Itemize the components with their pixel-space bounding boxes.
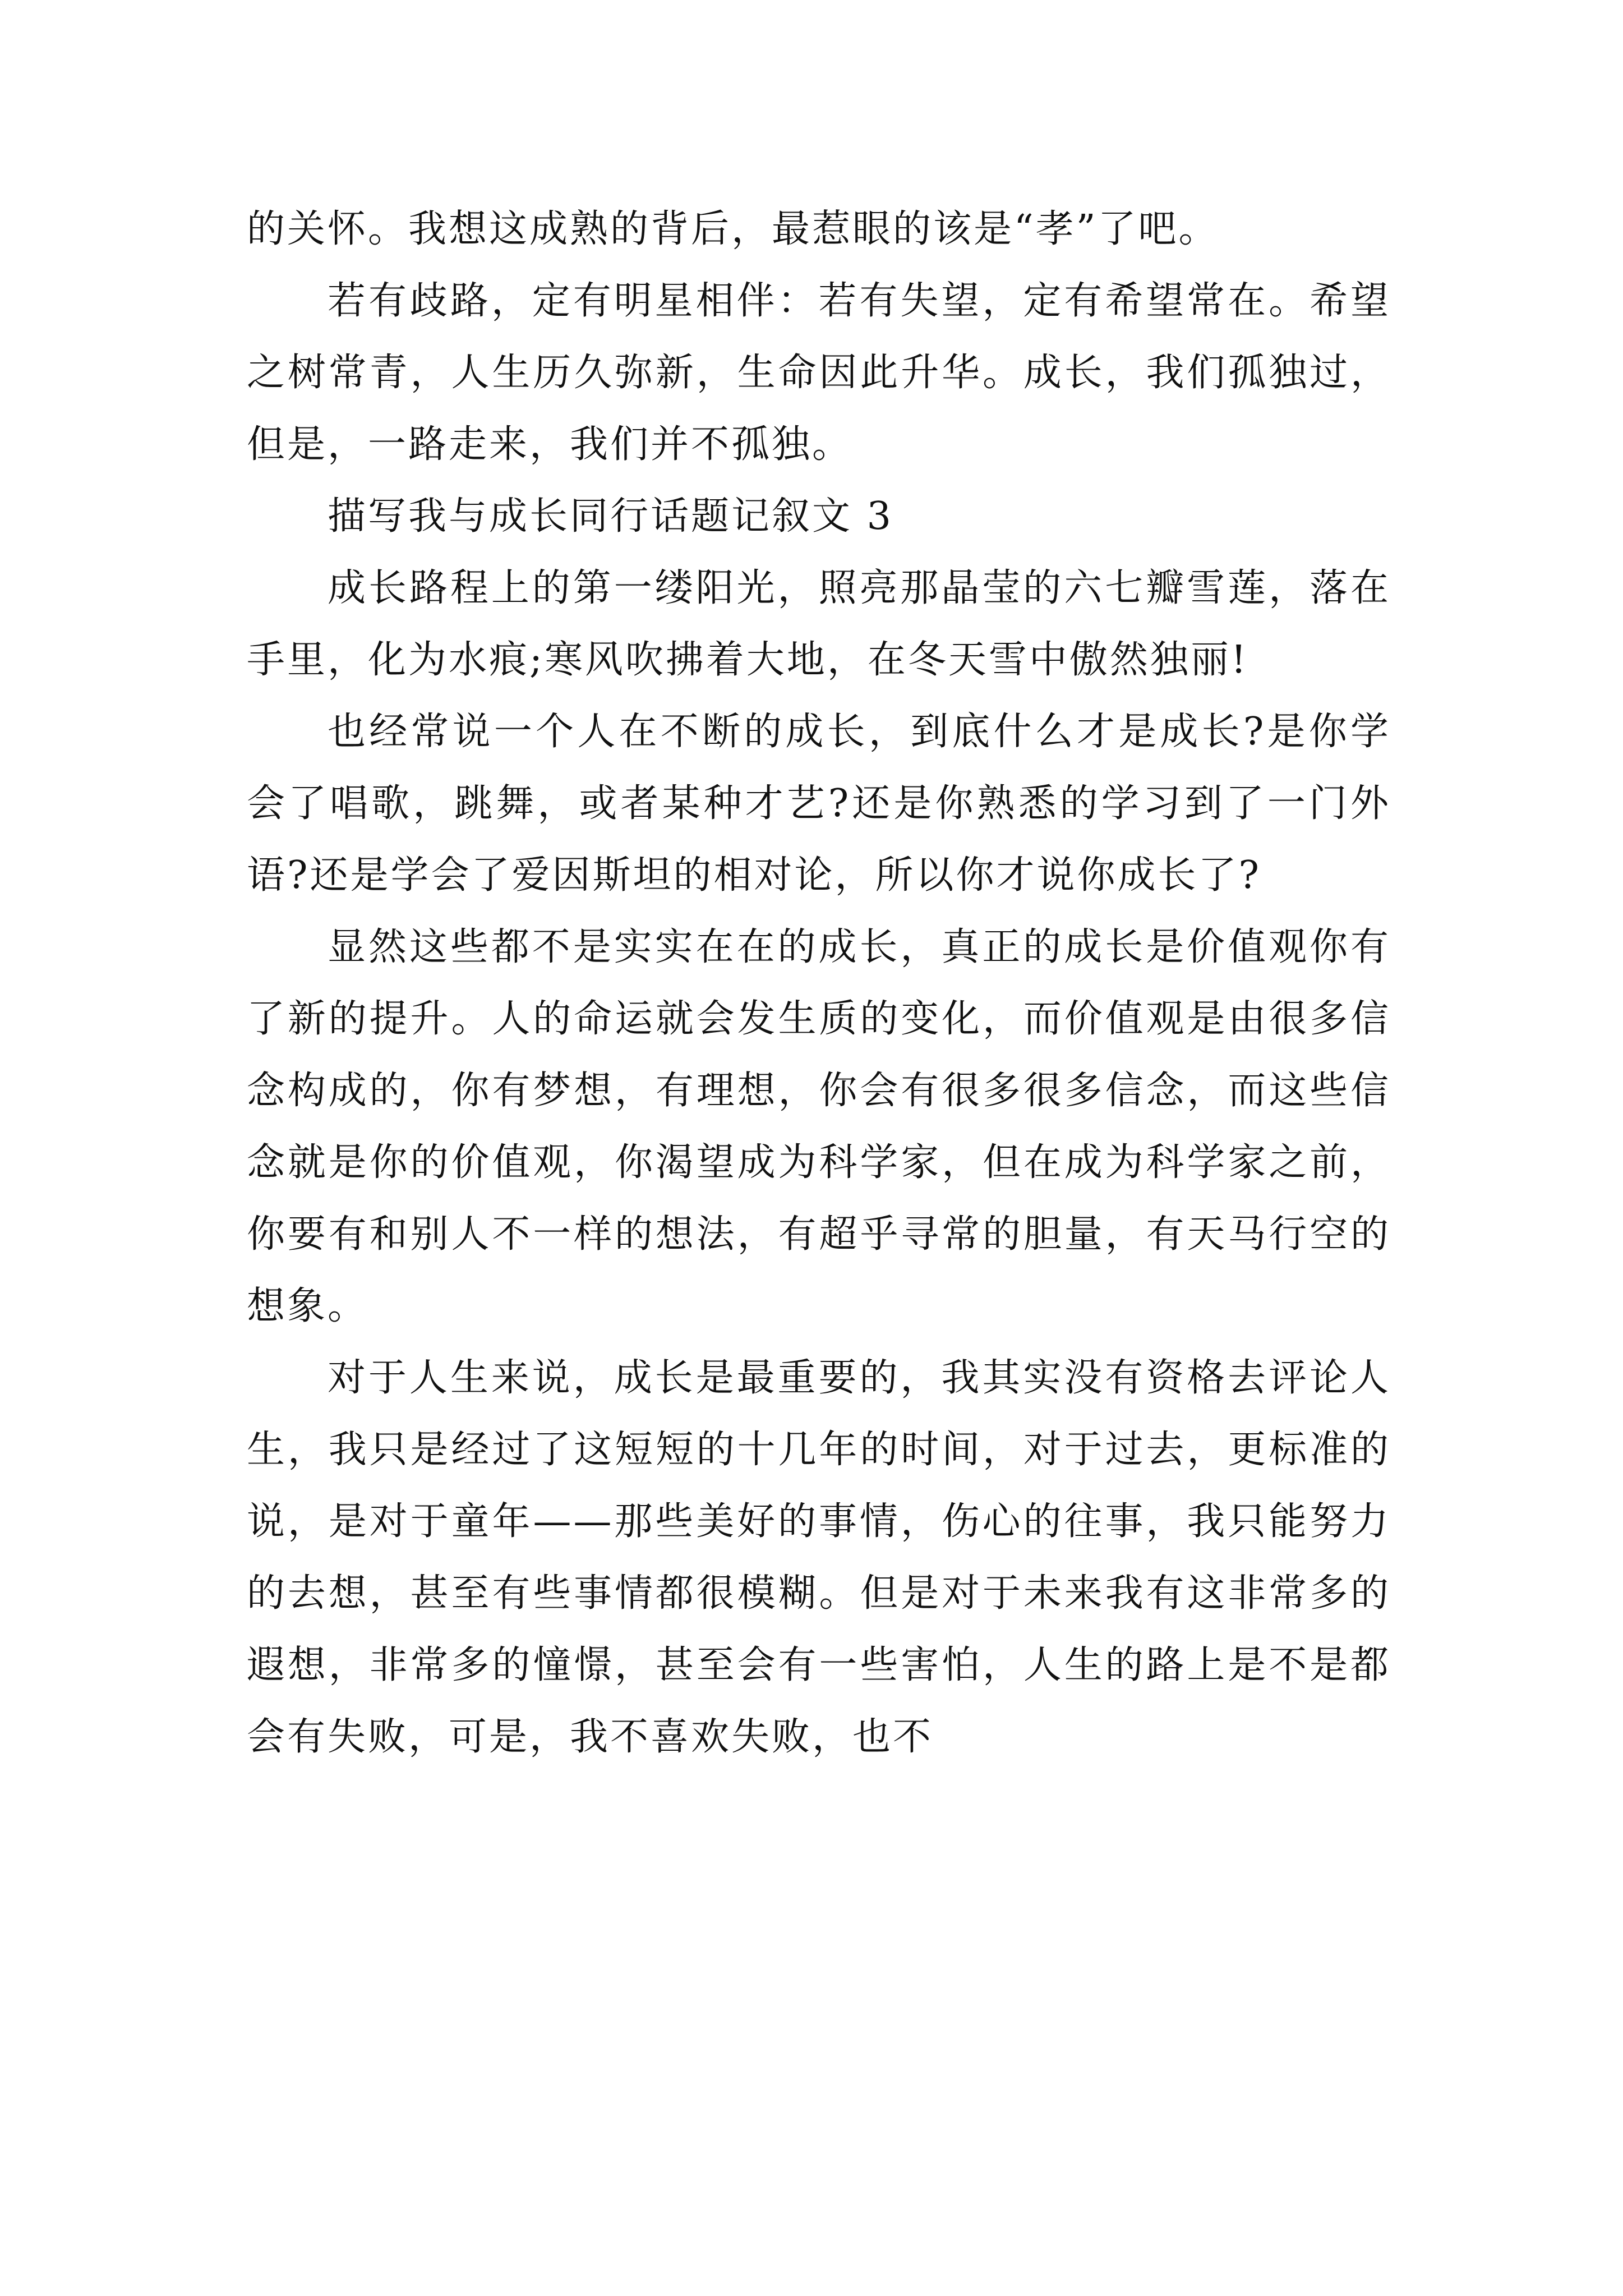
paragraph-continuation: 的关怀。我想这成熟的背后，最惹眼的该是“孝”了吧。: [247, 207, 1219, 251]
paragraph-values: 显然这些都不是实实在在的成长，真正的成长是价值观你有了新的提升。人的命运就会发生质的变化，而价值观是由很多信念构成的，你有梦想，有理想，你会有很多很多信念，而这些信念就是你的价值观，你渴望成为科学家，但在成为科学家之前，你要有和别人不一样的想法，有超乎寻常的胆量，有天马行空的想象。: [247, 925, 1391, 1328]
paragraph-what-is-growth: 也经常说一个人在不断的成长，到底什么才是成长?是你学会了唱歌，跳舞，或者某种才艺?还是你熟悉的学习到了一门外语?还是学会了爱因斯坦的相对论，所以你才说你成长了?: [247, 710, 1391, 898]
paragraph-hope: 若有歧路，定有明星相伴：若有失望，定有希望常在。希望之树常青，人生历久弥新，生命因此升华。成长，我们孤独过，但是，一路走来，我们并不孤独。: [247, 279, 1391, 467]
essay-heading: 描写我与成长同行话题记叙文 3: [328, 494, 893, 539]
paragraph-sunlight: 成长路程上的第一缕阳光，照亮那晶莹的六七瓣雪莲，落在手里，化为水痕;寒风吹拂着大地，在冬天雪中傲然独丽!: [247, 566, 1391, 682]
paragraph-life: 对于人生来说，成长是最重要的，我其实没有资格去评论人生，我只是经过了这短短的十几年的时间，对于过去，更标准的说，是对于童年——那些美好的事情，伤心的往事，我只能努力的去想，甚至有些事情都很模糊。但是对于未来我有这非常多的遐想，非常多的憧憬，甚至会有一些害怕，人生的路上是不是都会有失败，可是，我不喜欢失败，也不: [247, 1356, 1391, 1759]
document-body: [247, 194, 1391, 1773]
